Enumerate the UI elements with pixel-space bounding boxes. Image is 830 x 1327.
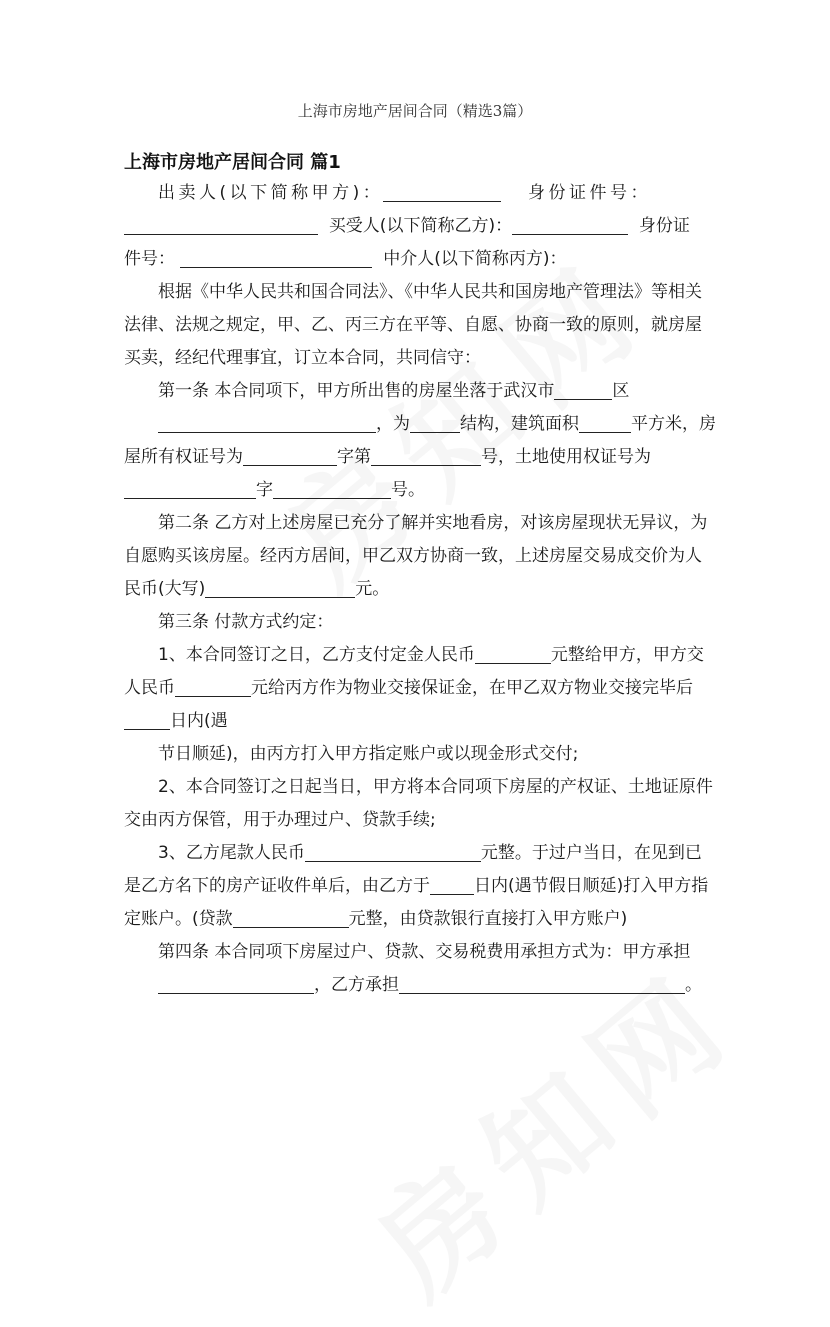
land-cert-word-blank[interactable] [124,478,256,499]
article-3-item-2: 2、本合同签订之日起当日，甲方将本合同项下房屋的产权证、土地证原件交由丙方保管，用于办理过户、贷款手续; [124,777,713,830]
buyer-tax-blank[interactable] [399,973,685,994]
article-1-text: 平方米，房屋所有权证号为 [124,414,716,467]
article-4-text: 。 [685,975,702,995]
buyer-id-label-a: 身份证 [638,216,690,236]
district-blank[interactable] [554,379,612,400]
document-title: 上海市房地产居间合同（精选3篇） [297,102,533,120]
article-3-text: 元给丙方作为物业交接保证金，在甲乙双方物业交接完毕后 [251,678,693,698]
seller-name-blank[interactable] [383,181,501,202]
article-2 [124,507,716,606]
article-1-text: 号。 [391,480,425,500]
article-3-text: 日内(遇 [170,711,228,731]
handover-days-blank[interactable] [124,709,170,730]
seller-tax-blank[interactable] [158,973,314,994]
seller-label: 出卖人(以下简称甲方)： [158,183,384,203]
article-4 [124,936,716,1002]
guarantee-blank[interactable] [175,676,251,697]
area-blank[interactable] [579,412,631,433]
buyer-line [124,210,716,243]
payment-days-blank[interactable] [430,874,474,895]
article-1-text: 字第 [337,447,371,467]
article-1-text: 号，土地使用权证号为 [481,447,651,467]
article-3-text: 日内(遇节假日顺延)打入甲方指定账户。(贷款 [124,876,709,929]
article-2-text: 第二条 乙方对上述房屋已充分了解并实地看房，对该房屋现状无异议，为自愿购买该房屋。经丙方居间，甲乙双方协商一致，上述房屋交易成交价为人民币(大写) [124,513,708,599]
article-3-text: 1、本合同签订之日，乙方支付定金人民币 [158,645,475,665]
article-4-text: ，乙方承担 [314,975,399,995]
buyer-id-label-b: 件号： [124,249,175,269]
seller-id-label: 身份证件号： [527,183,651,203]
article-1-text: 字 [256,480,273,500]
article-4-text: 第四条 本合同项下房屋过户、贷款、交易税费用承担方式为：甲方承担 [158,942,691,962]
seller-id-blank[interactable] [124,214,318,235]
article-1 [124,375,716,507]
article-3-text: 3、乙方尾款人民币 [158,843,305,863]
property-cert-number-blank[interactable] [371,445,481,466]
article-3-item-3 [124,837,716,936]
article-3-text: 元整。于过户当日，在见到已是乙方名下的房产证收件单后，由乙方于 [124,843,702,896]
article-3-text: 元整，由贷款银行直接打入甲方账户) [348,909,628,929]
land-cert-number-blank[interactable] [273,478,391,499]
article-1-text: 第一条 本合同项下，甲方所出售的房屋坐落于武汉市 [158,381,555,401]
article-3-heading: 第三条 付款方式约定： [158,612,334,632]
buyer-label: 买受人(以下简称乙方)： [328,216,513,236]
article-1-text: 区 [612,381,630,401]
article-3-item-1 [124,639,716,738]
buyer-id-blank[interactable] [180,247,372,268]
buyer-name-blank[interactable] [512,214,628,235]
loan-blank[interactable] [233,907,349,928]
structure-blank[interactable] [410,412,460,433]
section-heading: 上海市房地产居间合同 篇1 [124,152,341,173]
deposit-blank[interactable] [475,643,551,664]
agent-label: 中介人(以下简称丙方)： [383,249,567,269]
article-3-text: 元整给甲方，甲方交人民币 [124,645,704,698]
seller-line [124,177,716,210]
article-1-text: ，为 [376,414,410,434]
preamble: 根据《中华人民共和国合同法》、《中华人民共和国房地产管理法》等相关法律、法规之规定，甲、乙、丙三方在平等、自愿、协商一致的原则，就房屋买卖，经纪代理事宜，订立本合同，共同信守： [124,282,702,368]
article-1-text: 结构，建筑面积 [460,414,579,434]
address-blank[interactable] [158,412,376,433]
agent-line [124,243,716,276]
property-cert-word-blank[interactable] [243,445,337,466]
balance-blank[interactable] [305,841,481,862]
article-2-text: 元。 [355,579,390,599]
article-3-item-1-continued: 节日顺延)，由丙方打入甲方指定账户或以现金形式交付; [158,744,579,764]
price-blank[interactable] [205,577,355,598]
contract-body [124,177,716,1002]
